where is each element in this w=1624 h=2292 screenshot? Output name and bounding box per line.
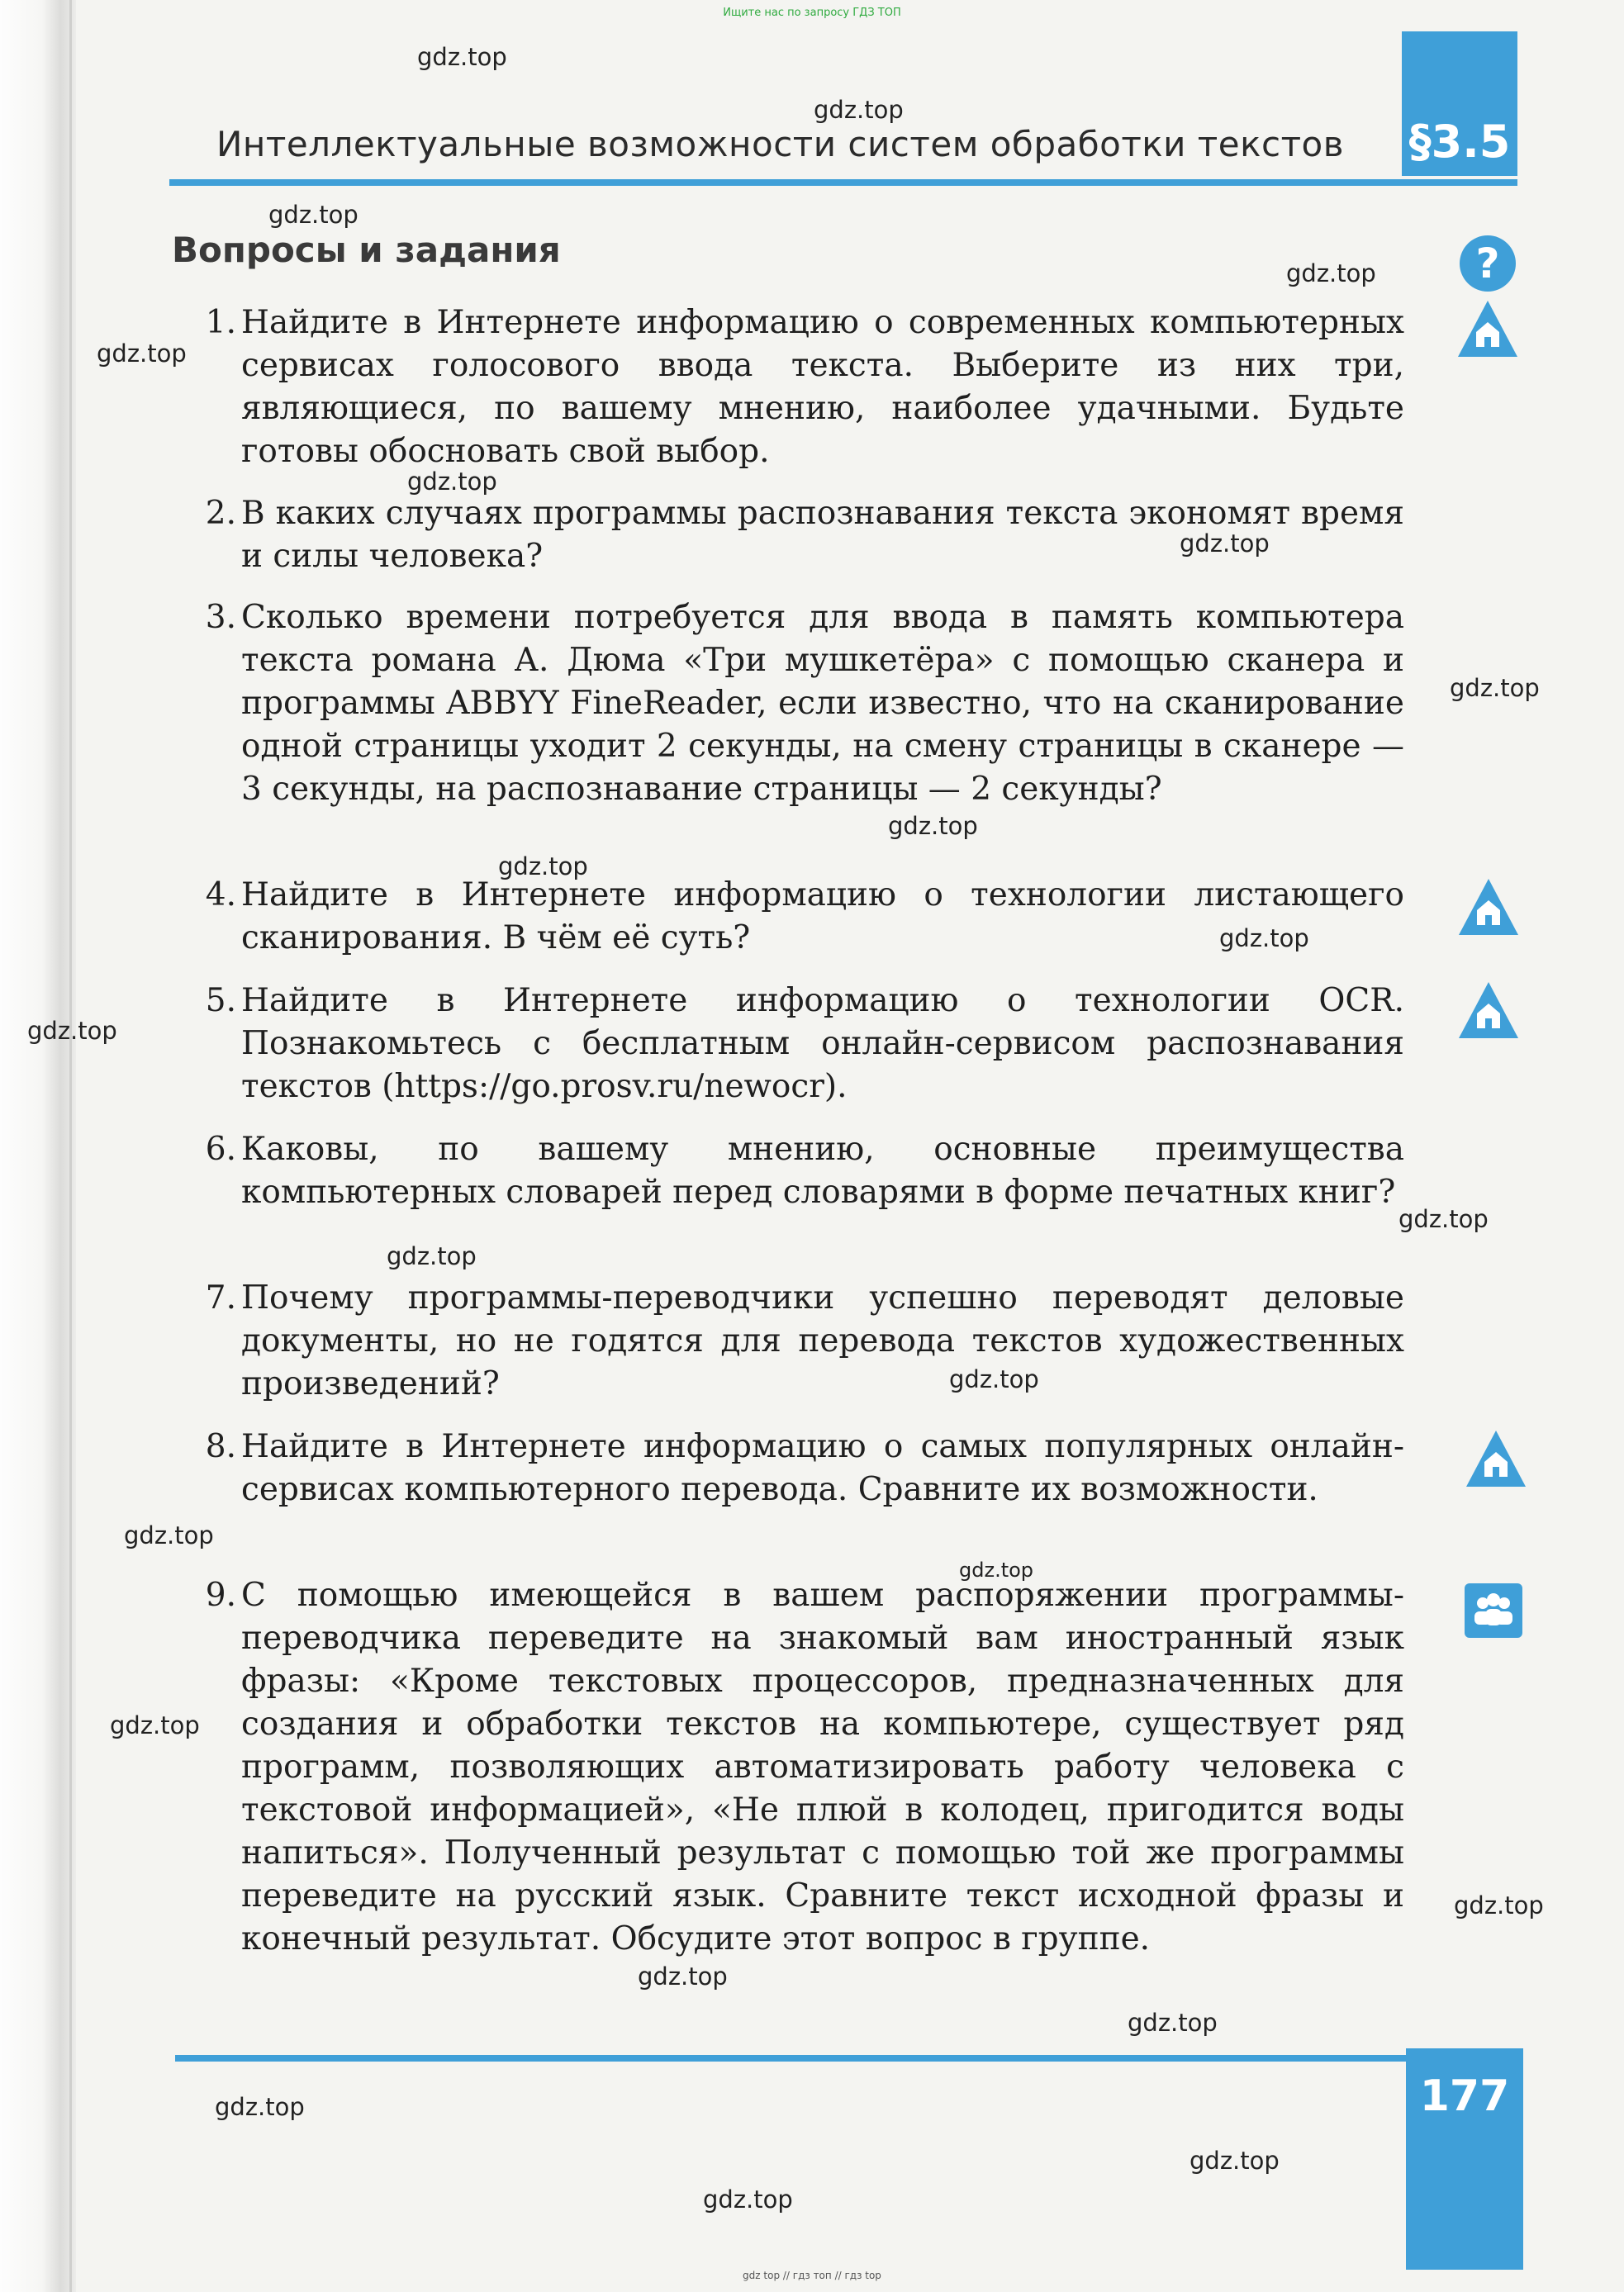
question-number: 3. — [205, 599, 236, 636]
question-item — [190, 1277, 1404, 1406]
watermark: gdz.top — [27, 1017, 117, 1045]
watermark: gdz.top — [1398, 1205, 1489, 1233]
question-number: 6. — [205, 1131, 236, 1168]
watermark: gdz.top — [407, 467, 497, 496]
section-number: §3.5 — [1408, 116, 1511, 168]
watermark: gdz.top — [888, 812, 978, 840]
question-icon: ? — [1460, 235, 1516, 292]
question-text: Найдите в Интернете информацию о самых популярных онлайн-сервисах компьютерного перевода. Сравните их возможности. — [241, 1428, 1404, 1508]
watermark: gdz.top — [1219, 924, 1309, 952]
home-icon — [1457, 877, 1520, 940]
question-text: С помощью имеющейся в вашем распоряжении программы-переводчика переведите на знакомый вам иностранный язык фразы: «Кроме текстовых процессоров, предназначенных для создания и обработки текстов на компьютере, существует ряд программ, позволяющих автоматизировать работу человека с текстовой информацией», «Не плюй в колодец, пригодится воды напиться». Полученный результат с помощью той же программы переведите на русский язык. Сравните текст исходной фразы и конечный результат. Обсудите этот вопрос в группе. — [241, 1577, 1404, 1957]
question-text: Найдите в Интернете информацию о технологии листающего сканирования. В чём её суть? — [241, 876, 1404, 956]
header-rule — [169, 179, 1517, 186]
question-item — [190, 596, 1404, 811]
question-text: Почему программы-переводчики успешно переводят деловые документы, но не годятся для перевода текстов художественных произведений? — [241, 1279, 1404, 1402]
watermark: gdz.top — [215, 2093, 305, 2121]
watermark: gdz.top — [110, 1711, 200, 1739]
question-text: Найдите в Интернете информацию о технологии OCR. Познакомьтесь с бесплатным онлайн-сервисом распознавания текстов (https://go.prosv.ru/newocr). — [241, 982, 1404, 1105]
page-header-title: Интеллектуальные возможности систем обработки текстов — [216, 124, 1344, 164]
watermark: gdz.top — [1286, 259, 1376, 287]
watermark: gdz.top — [498, 852, 588, 880]
footer-rule — [175, 2055, 1406, 2062]
watermark: gdz.top — [814, 96, 904, 124]
question-number: 9. — [205, 1577, 236, 1614]
home-icon — [1457, 980, 1520, 1043]
question-item — [190, 1128, 1404, 1214]
watermark: gdz.top — [387, 1242, 477, 1270]
group-icon — [1465, 1583, 1522, 1638]
watermark: gdz.top — [1128, 2009, 1218, 2037]
watermark: gdz.top — [1180, 529, 1270, 558]
watermark: gdz.top — [959, 1559, 1034, 1582]
question-number: 7. — [205, 1279, 236, 1317]
question-number: 2. — [205, 495, 236, 532]
question-text: Каковы, по вашему мнению, основные преимущества компьютерных словарей перед словарями в форме печатных книг? — [241, 1131, 1404, 1211]
watermark: gdz.top — [124, 1521, 214, 1549]
watermark: gdz.top — [268, 201, 359, 229]
bottom-note: gdz top // гдз топ // гдз top — [743, 2270, 881, 2281]
watermark: gdz.top — [417, 43, 507, 71]
home-icon — [1465, 1429, 1527, 1492]
watermark: gdz.top — [97, 339, 187, 368]
question-number: 1. — [205, 304, 236, 341]
section-heading: Вопросы и задания — [172, 230, 561, 270]
watermark: gdz.top — [949, 1365, 1039, 1393]
watermark: gdz.top — [1190, 2147, 1280, 2175]
watermark: gdz.top — [703, 2185, 793, 2214]
question-text: В каких случаях программы распознавания текста экономят время и силы человека? — [241, 495, 1404, 575]
home-icon — [1456, 299, 1519, 362]
question-text: Сколько времени потребуется для ввода в память компьютера текста романа А. Дюма «Три мушкетёра» с помощью сканера и программы ABBYY FineReader, если известно, что на сканирование одной страницы уходит 2 секунды, на смену страницы в сканере — 3 секунды, на распознавание страницы — 2 секунды? — [241, 599, 1404, 808]
question-number: 8. — [205, 1428, 236, 1465]
page-number: 177 — [1419, 2071, 1510, 2121]
question-number: 4. — [205, 876, 236, 913]
question-number: 5. — [205, 982, 236, 1019]
top-note: Ищите нас по запросу ГДЗ ТОП — [723, 7, 901, 19]
question-text: Найдите в Интернете информацию о современных компьютерных сервисах голосового ввода текста. Выберите из них три, являющиеся, по вашему мнению, наиболее удачными. Будьте готовы обосновать свой выбор. — [241, 304, 1404, 470]
watermark: gdz.top — [638, 1962, 728, 1991]
book-spine — [0, 0, 76, 2292]
spine-fold — [69, 0, 72, 2292]
question-item — [190, 1574, 1404, 1961]
watermark: gdz.top — [1454, 1891, 1544, 1919]
question-item — [190, 1426, 1404, 1511]
question-item — [190, 301, 1404, 473]
question-item — [190, 980, 1404, 1108]
watermark: gdz.top — [1450, 674, 1540, 702]
